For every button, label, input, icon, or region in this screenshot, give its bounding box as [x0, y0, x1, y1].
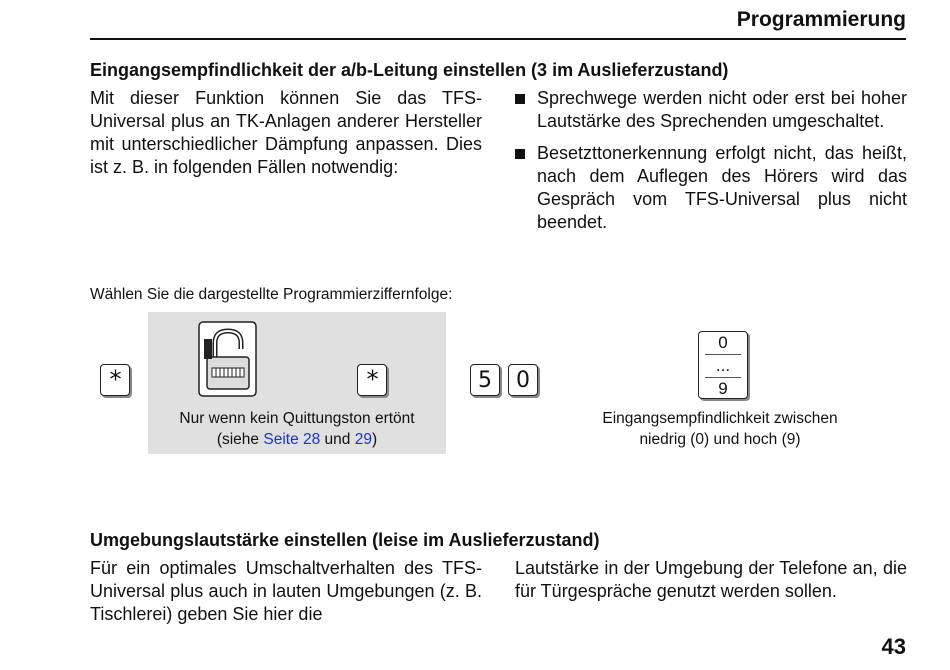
star-key-icon: *	[357, 364, 387, 396]
bullet-square-icon	[515, 149, 525, 159]
lock-icon	[198, 321, 258, 398]
section1-bullet-list	[515, 87, 907, 243]
unlock-optional-box	[148, 312, 446, 454]
header-rule	[90, 38, 906, 40]
page-number: 43	[881, 634, 906, 659]
unlock-note: Nur wenn kein Quittungston ertönt (siehe Seite 28 und 29)	[179, 410, 415, 448]
range-caption: Eingangsempfindlichkeit zwischen niedrig (0) und hoch (9)	[602, 410, 838, 448]
page-link-29[interactable]: 29	[354, 431, 372, 448]
instruction-text: Wählen Sie die dargestellte Programmierziffernfolge:	[90, 286, 453, 303]
section1-left-text: Mit dieser Funktion können Sie das TFS-Universal plus an TK-Anlagen anderer Hersteller mit unterschiedlicher Dämpfung anpassen. Dies ist z. B. in folgenden Fällen notwendig:	[90, 88, 482, 177]
bullet-item: Sprechwege werden nicht oder erst bei hoher Lautstärke des Sprechenden umgeschaltet.	[515, 87, 907, 133]
section2-left-text: Für ein optimales Umschaltverhalten des TFS-Universal plus auch in lauten Umgebungen (z. B. Tischlerei) geben Sie hier die	[90, 558, 482, 624]
page-link-28[interactable]: Seite 28	[263, 431, 321, 448]
bullet-square-icon	[515, 94, 525, 104]
section1-heading: Eingangsempfindlichkeit der a/b-Leitung einstellen (3 im Auslieferzustand)	[90, 60, 729, 80]
digit-key-5: 5	[470, 364, 500, 396]
digit-key-0: 0	[508, 364, 538, 396]
section2-right-text: Lautstärke in der Umgebung der Telefone an, die für Türgespräche genutzt werden sollen.	[515, 558, 907, 601]
bullet-item: Besetzttonerkennung erfolgt nicht, das heißt, nach dem Auflegen des Hörers wird das Gespräch vom TFS-Universal plus nicht beendet.	[515, 142, 907, 234]
digit-range-key: 0 ... 9	[698, 331, 748, 399]
star-key-icon: *	[100, 364, 130, 396]
page-header-title: Programmierung	[736, 8, 906, 31]
section2-heading: Umgebungslautstärke einstellen (leise im Auslieferzustand)	[90, 530, 600, 550]
